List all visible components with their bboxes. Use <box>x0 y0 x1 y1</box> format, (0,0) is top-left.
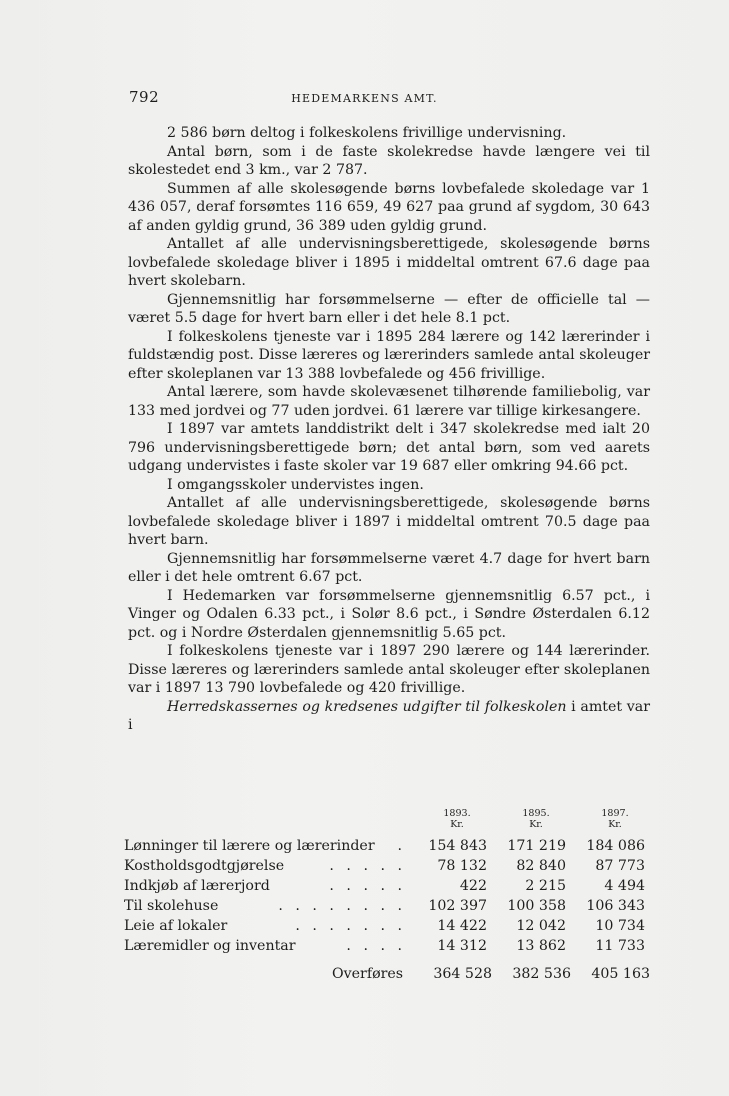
italic-phrase: Herredskassernes og kredsenes udgifter til folkeskolen <box>167 698 567 715</box>
body-text <box>128 124 650 735</box>
column-year: 1895. <box>522 808 550 819</box>
row-label: Kostholdsgodtgjørelse <box>124 858 285 874</box>
cell-1897: 184 086 <box>586 838 645 854</box>
column-year: 1897. <box>601 808 629 819</box>
cell-1895: 100 358 <box>507 898 566 914</box>
paragraph: I omgangsskoler undervistes ingen. <box>167 476 424 493</box>
table-row <box>124 938 654 958</box>
cell-1893: 154 843 <box>428 838 487 854</box>
cell-1897: 10 734 <box>595 918 645 934</box>
table-row <box>124 878 654 898</box>
cell-1893: 422 <box>459 878 487 894</box>
cell-1893: 102 397 <box>428 898 487 914</box>
cell-1897: 11 733 <box>595 938 645 954</box>
paragraph-tail: i amtet var i <box>128 698 650 733</box>
total-label: Overføres <box>332 966 404 982</box>
paragraph: Summen af alle skolesøgende børns lovbefalede skoledage var 1 436 057, deraf forsømtes 116 659, 49 627 paa grund af sygdom, 30 643 af anden gyldig grund, 36 389 uden gyldig grund. <box>128 180 650 234</box>
running-head: HEDEMARKENS AMT. <box>291 92 438 105</box>
paragraph: Gjennemsnitlig har forsømmelserne været 4.7 dage for hvert barn eller i det hele omtrent 6.67 pct. <box>128 550 650 585</box>
paragraph: I Hedemarken var forsømmelserne gjennemsnitlig 6.57 pct., i Vinger og Odalen 6.33 pct., i Solør 8.6 pct., i Søndre Østerdalen 6.12 pct. og i Nordre Østerdalen gjennemsnitlig 5.65 pct. <box>128 587 650 641</box>
dot-leader: . . . . <box>346 938 406 954</box>
total-row <box>124 966 654 988</box>
dot-leader: . . . . . <box>329 878 406 894</box>
cell-1897: 4 494 <box>604 878 645 894</box>
column-unit: Kr. <box>529 819 543 830</box>
row-label: Til skolehuse <box>124 898 219 914</box>
row-label: Indkjøb af lærerjord <box>124 878 270 894</box>
table-row <box>124 858 654 878</box>
cell-1893: 14 312 <box>437 938 487 954</box>
dot-leader: . . . . . . . <box>295 918 406 934</box>
paragraph: Gjennemsnitlig har forsømmelserne — efter de officielle tal — været 5.5 dage for hvert barn eller i det hele 8.1 pct. <box>128 291 650 326</box>
table-header <box>124 808 654 838</box>
cell-1895: 12 042 <box>516 918 566 934</box>
dot-leader: . . . . . . . . <box>278 898 406 914</box>
dot-leader: . <box>397 838 406 854</box>
table-row <box>124 838 654 858</box>
paragraph: Antallet af alle undervisningsberettigede, skolesøgende børns lovbefalede skoledage bliver i 1897 i middeltal omtrent 70.5 dage paa hvert barn. <box>128 495 650 548</box>
column-unit: Kr. <box>608 819 622 830</box>
paragraph: Antal lærere, som havde skolevæsenet tilhørende familiebolig, var 133 med jordvei og 77 uden jordvei. 61 lærere var tillige kirkesangere. <box>128 384 650 419</box>
table-row <box>124 918 654 938</box>
cell-1895: 171 219 <box>507 838 566 854</box>
cell-1895: 13 862 <box>516 938 566 954</box>
row-label: Lønninger til lærere og lærerinder <box>124 838 375 854</box>
cell-1895: 82 840 <box>516 858 566 874</box>
expenses-table <box>124 808 654 988</box>
column-year: 1893. <box>443 808 471 819</box>
paragraph: I folkeskolens tjeneste var i 1895 284 lærere og 142 lærerinder i fuldstændig post. Disse læreres og lærerinders samlede antal skoleuger efter skoleplanen var 13 388 lovbefalede og 456 frivillige. <box>128 328 650 382</box>
total-1893: 364 528 <box>433 966 492 982</box>
paragraph: I folkeskolens tjeneste var i 1897 290 lærere og 144 lærerinder. Disse læreres og lærerinders samlede antal skoleuger efter skoleplanen var i 1897 13 790 lovbefalede og 420 frivillige. <box>128 643 650 696</box>
cell-1893: 78 132 <box>437 858 487 874</box>
column-header <box>580 808 650 830</box>
column-header <box>501 808 571 830</box>
total-1895: 382 536 <box>512 966 571 982</box>
column-unit: Kr. <box>450 819 464 830</box>
column-header <box>422 808 492 830</box>
row-label: Leie af lokaler <box>124 918 228 934</box>
paragraph: 2 586 børn deltog i folkeskolens frivillige undervisning. <box>167 125 567 141</box>
paragraph: I 1897 var amtets landdistrikt delt i 347 skolekredse med ialt 20 796 undervisningsberettigede børn; det antal børn, som ved aarets udgang undervistes i faste skoler var 19 687 eller omkring 94.66 pct. <box>128 421 650 474</box>
cell-1897: 106 343 <box>586 898 645 914</box>
paragraph: Antal børn, som i de faste skolekredse havde længere vei til skolestedet end 3 km., var 2 787. <box>128 143 650 178</box>
page-number: 792 <box>129 88 160 106</box>
dot-leader: . . . . . <box>329 858 406 874</box>
cell-1895: 2 215 <box>525 878 566 894</box>
cell-1897: 87 773 <box>595 858 645 874</box>
paragraph-expenses-intro <box>128 698 650 735</box>
total-1897: 405 163 <box>591 966 650 982</box>
cell-1893: 14 422 <box>437 918 487 934</box>
paragraph: Antallet af alle undervisningsberettigede, skolesøgende børns lovbefalede skoledage bliver i 1895 i middeltal omtrent 67.6 dage paa hvert skolebarn. <box>128 236 650 289</box>
row-label: Læremidler og inventar <box>124 938 296 954</box>
table-row <box>124 898 654 918</box>
